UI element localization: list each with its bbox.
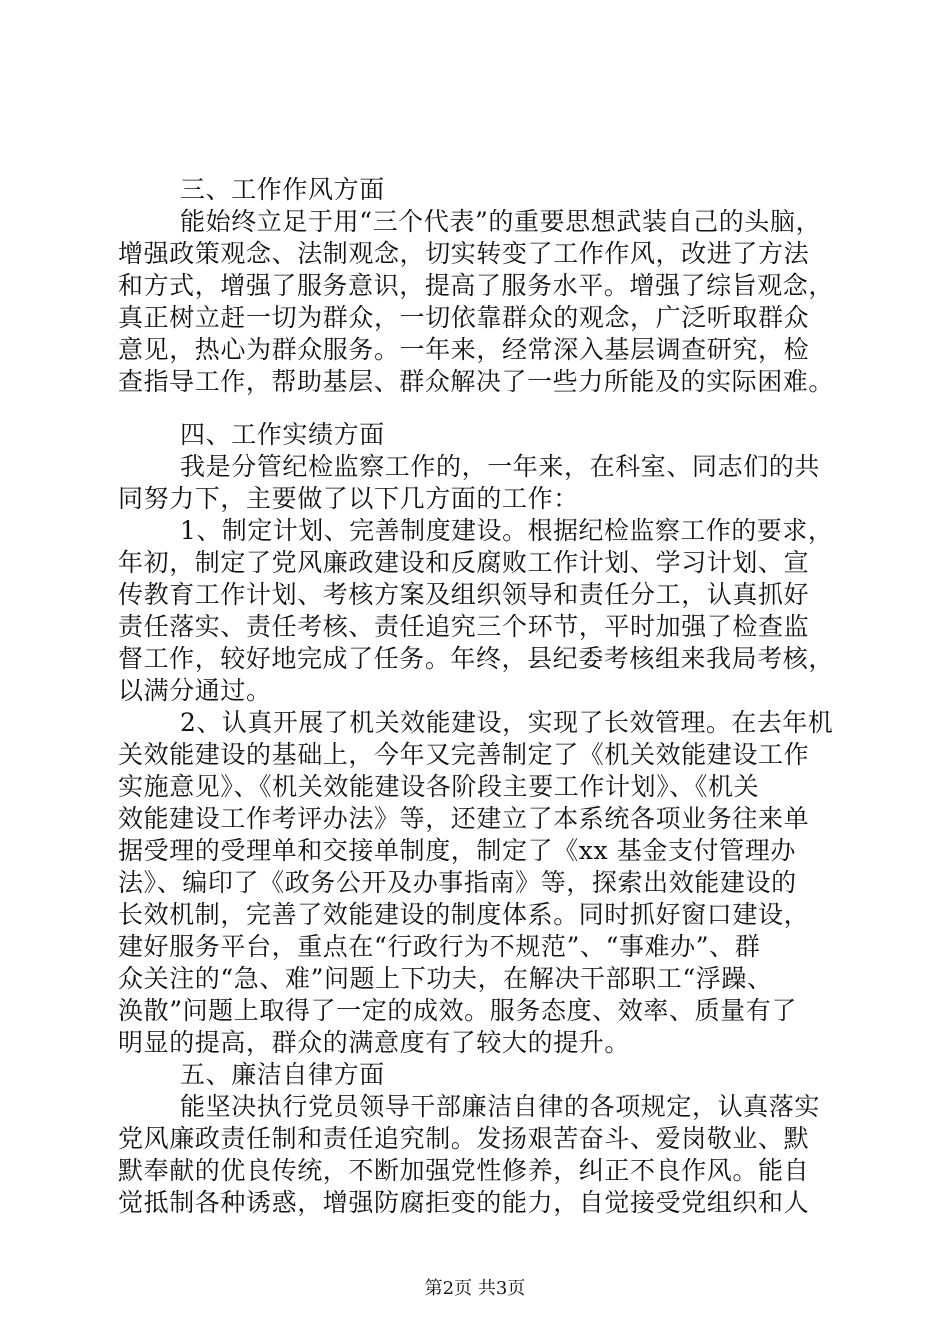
paragraph-line: 效能建设工作考评办法》等，还建立了本系统各项业务往来单 xyxy=(118,804,810,833)
paragraph-line: 督工作，较好地完成了任务。年终，县纪委考核组来我局考核， xyxy=(118,644,834,673)
paragraph-line: 责任落实、责任考核、责任追究三个环节，平时加强了检查监 xyxy=(118,612,810,641)
paragraph-line: 法》、编印了《政务公开及办事指南》等，探索出效能建设的 xyxy=(118,868,797,897)
paragraph-line: 党风廉政责任制和责任追究制。发扬艰苦奋斗、爱岗敬业、默 xyxy=(118,1124,810,1153)
paragraph-line: 能始终立足于用“三个代表”的重要思想武装自己的头脑， xyxy=(180,207,822,236)
paragraph-line: 同努力下，主要做了以下几方面的工作： xyxy=(118,484,579,513)
section-heading: 四、工作实绩方面 xyxy=(180,420,385,449)
paragraph-line: 查指导工作，帮助基层、群众解决了一些力所能及的实际困难。 xyxy=(118,367,834,396)
paragraph-line: 意见，热心为群众服务。一年来，经常深入基层调查研究，检 xyxy=(118,335,810,364)
paragraph-line: 明显的提高，群众的满意度有了较大的提升。 xyxy=(118,1028,631,1057)
paragraph-line: 众关注的“急、难”问题上下功夫，在解决干部职工“浮躁、 xyxy=(118,964,773,993)
section-heading: 五、廉洁自律方面 xyxy=(180,1060,385,1089)
paragraph-line: 觉抵制各种诱惑，增强防腐拒变的能力，自觉接受党组织和人 xyxy=(118,1188,810,1217)
paragraph-line: 建好服务平台，重点在“行政行为不规范”、“事难办”、群 xyxy=(118,932,761,961)
paragraph-line: 能坚决执行党员领导干部廉洁自律的各项规定，认真落实 xyxy=(180,1092,821,1121)
page-footer: 第2页 共3页 xyxy=(424,1278,526,1299)
paragraph-line: 关效能建设的基础上，今年又完善制定了《机关效能建设工作 xyxy=(118,740,810,769)
paragraph-line: 据受理的受理单和交接单制度，制定了《xx 基金支付管理办 xyxy=(118,836,796,865)
paragraph-line: 以满分通过。 xyxy=(118,676,272,705)
paragraph-line: 默奉献的优良传统，不断加强党性修养，纠正不良作风。能自 xyxy=(118,1156,810,1185)
paragraph-line: 和方式，增强了服务意识，提高了服务水平。增强了综旨观念， xyxy=(118,271,834,300)
paragraph-line: 年初，制定了党风廉政建设和反腐败工作计划、学习计划、宣 xyxy=(118,548,810,577)
paragraph-line: 长效机制，完善了效能建设的制度体系。同时抓好窗口建设， xyxy=(118,900,810,929)
paragraph-line: 实施意见》、《机关效能建设各阶段主要工作计划》、《机关 xyxy=(118,772,760,801)
paragraph-line: 涣散”问题上取得了一定的成效。服务态度、效率、质量有了 xyxy=(118,996,797,1025)
paragraph-line: 1、制定计划、完善制度建设。根据纪检监察工作的要求， xyxy=(180,516,834,545)
paragraph-line: 2、认真开展了机关效能建设，实现了长效管理。在去年机 xyxy=(180,708,834,737)
paragraph-line: 传教育工作计划、考核方案及组织领导和责任分工，认真抓好 xyxy=(118,580,810,609)
paragraph-line: 增强政策观念、法制观念，切实转变了工作作风，改进了方法 xyxy=(118,239,810,268)
paragraph-line: 我是分管纪检监察工作的，一年来，在科室、同志们的共 xyxy=(180,452,821,481)
section-heading: 三、工作作风方面 xyxy=(180,175,385,204)
paragraph-line: 真正树立赶一切为群众，一切依靠群众的观念，广泛听取群众 xyxy=(118,303,810,332)
